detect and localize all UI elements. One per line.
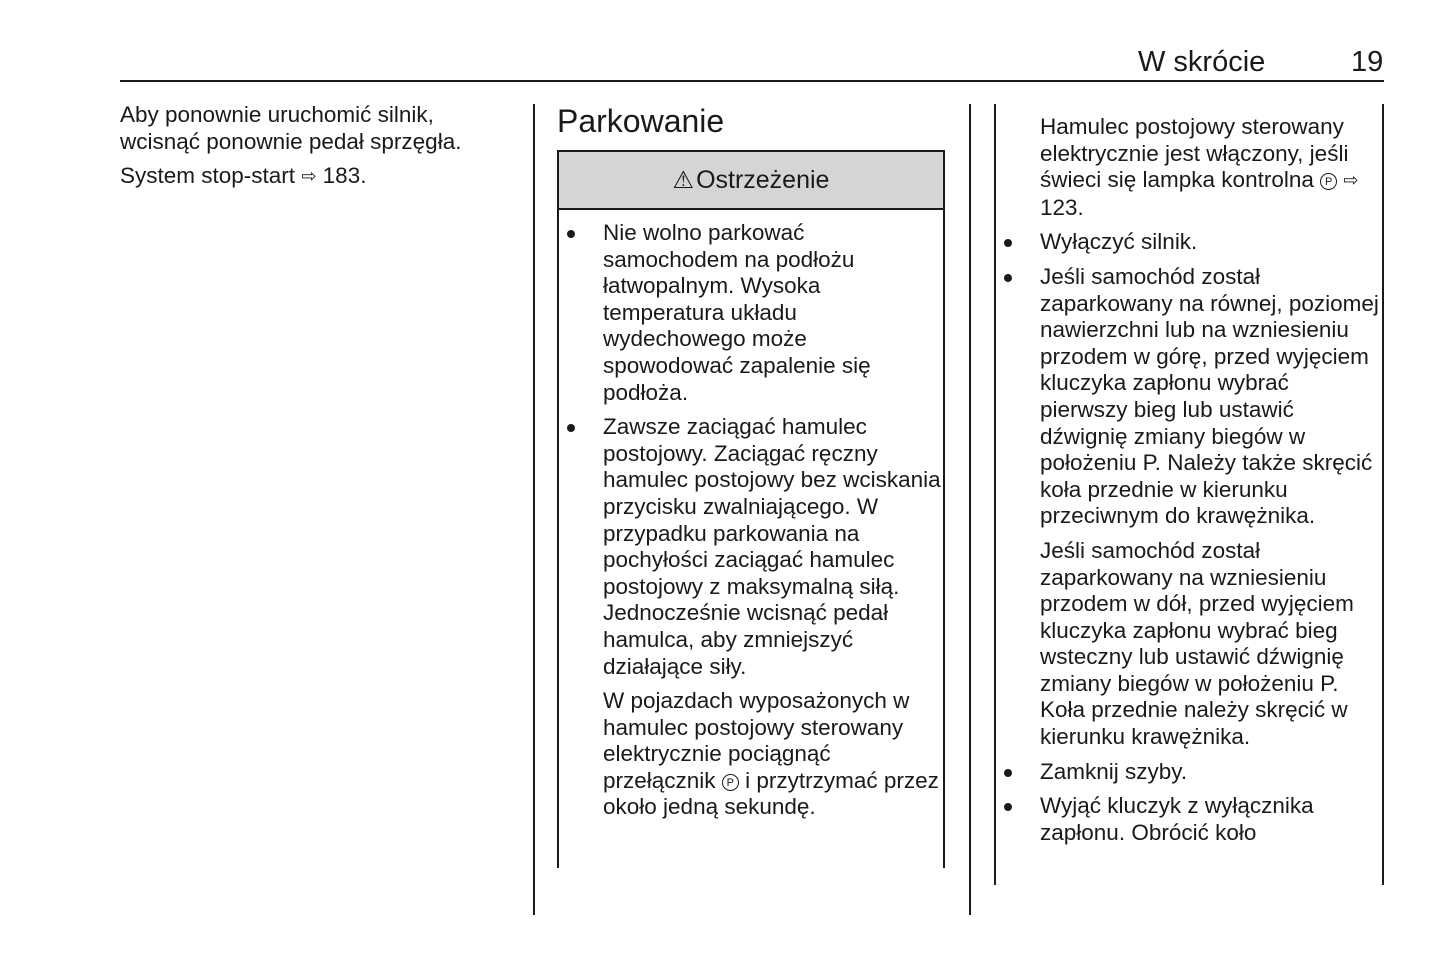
page-reference-arrow-icon: ⇨: [301, 166, 317, 187]
warning-box-continued: [994, 104, 1384, 885]
warning-box: [557, 150, 945, 868]
list-item-text: Zamknij szyby.: [1040, 758, 1188, 784]
crossref-paragraph: [120, 163, 515, 191]
bullet-icon: [1004, 803, 1012, 811]
text: Hamulec postojowy sterowany elektrycznie jest włączony, jeśli świeci się lampka kontrolna: [1040, 114, 1349, 193]
list-item: [996, 793, 1382, 846]
list-item: [996, 229, 1382, 256]
list-item-text: Zawsze zaciągać hamulec postojowy. Zaciągać ręczny hamulec postojowy bez wciskania przycisku zwalniającego. W przypadku parkowania na pochyłości zaciągać hamulec postojowy z maksymalną siłą. Jednocześnie wcisnąć pedał hamulca, aby zmniejszyć działające siły.: [603, 414, 941, 679]
column-1: [120, 102, 515, 191]
running-header-section: W skrócie: [1138, 46, 1266, 78]
page-number: 19: [1351, 46, 1384, 78]
list-item: [996, 264, 1382, 530]
list-continuation: Jeśli samochód został zaparkowany na wzniesieniu przodem w dół, przed wyjęciem kluczyka zapłonu wybrać bieg wsteczny lub ustawić dźwignię zmiany biegów w położeniu P. Koła przednie należy skręcić w kierunku krawężnika.: [1040, 537, 1354, 750]
list-item: [559, 414, 943, 680]
parking-brake-icon: P: [722, 774, 739, 791]
warning-body: [559, 210, 943, 821]
warning-title: Ostrzeżenie: [696, 165, 830, 194]
crossref-page-link[interactable]: 183.: [322, 163, 367, 189]
warning-header: [559, 152, 943, 210]
section-title: Parkowanie: [557, 103, 725, 139]
crossref-page-link[interactable]: 123.: [1040, 194, 1084, 220]
text: W pojazdach wyposażonych w hamulec postojowy sterowany elektrycznie pociągnąć przełącznik: [603, 688, 910, 793]
list-item: [559, 220, 943, 406]
list-item-text: Wyjąć kluczyk z wyłącznika zapłonu. Obrócić koło: [1040, 793, 1314, 845]
list-continuation: [996, 114, 1382, 221]
text: i przytrzymać przez około jedną sekundę.: [603, 767, 939, 820]
bullet-icon: [1004, 274, 1012, 282]
header-rule: [120, 80, 1384, 82]
list-item-text: Wyłączyć silnik.: [1040, 229, 1198, 255]
bullet-icon: [1004, 769, 1012, 777]
column-divider: [969, 104, 971, 915]
list-item: [996, 759, 1382, 786]
bullet-icon: [1004, 239, 1012, 247]
parking-brake-indicator-icon: P: [1320, 173, 1337, 190]
warning-triangle-icon: ⚠: [672, 166, 695, 194]
bullet-icon: [567, 424, 575, 432]
page-reference-arrow-icon: ⇨: [1343, 170, 1359, 191]
list-continuation: [559, 688, 943, 821]
column-divider: [533, 104, 535, 915]
list-item-text: Jeśli samochód został zaparkowany na równej, poziomej nawierzchni lub na wzniesieniu przodem w górę, przed wyjęciem kluczyka zapłonu wybrać pierwszy bieg lub ustawić dźwignię zmiany biegów w położeniu P. Należy także skręcić koła przednie w kierunku przeciwnym do krawężnika.: [1040, 263, 1379, 529]
crossref-text: System stop-start: [120, 163, 296, 189]
list-item-text: Nie wolno parkować samochodem na podłożu łatwopalnym. Wysoka temperatura układu wydechowego może spowodować zapalenie się podłoża.: [603, 220, 871, 405]
bullet-icon: [567, 230, 575, 238]
paragraph: Aby ponownie uruchomić silnik, wcisnąć ponownie pedał sprzęgła.: [120, 102, 462, 154]
